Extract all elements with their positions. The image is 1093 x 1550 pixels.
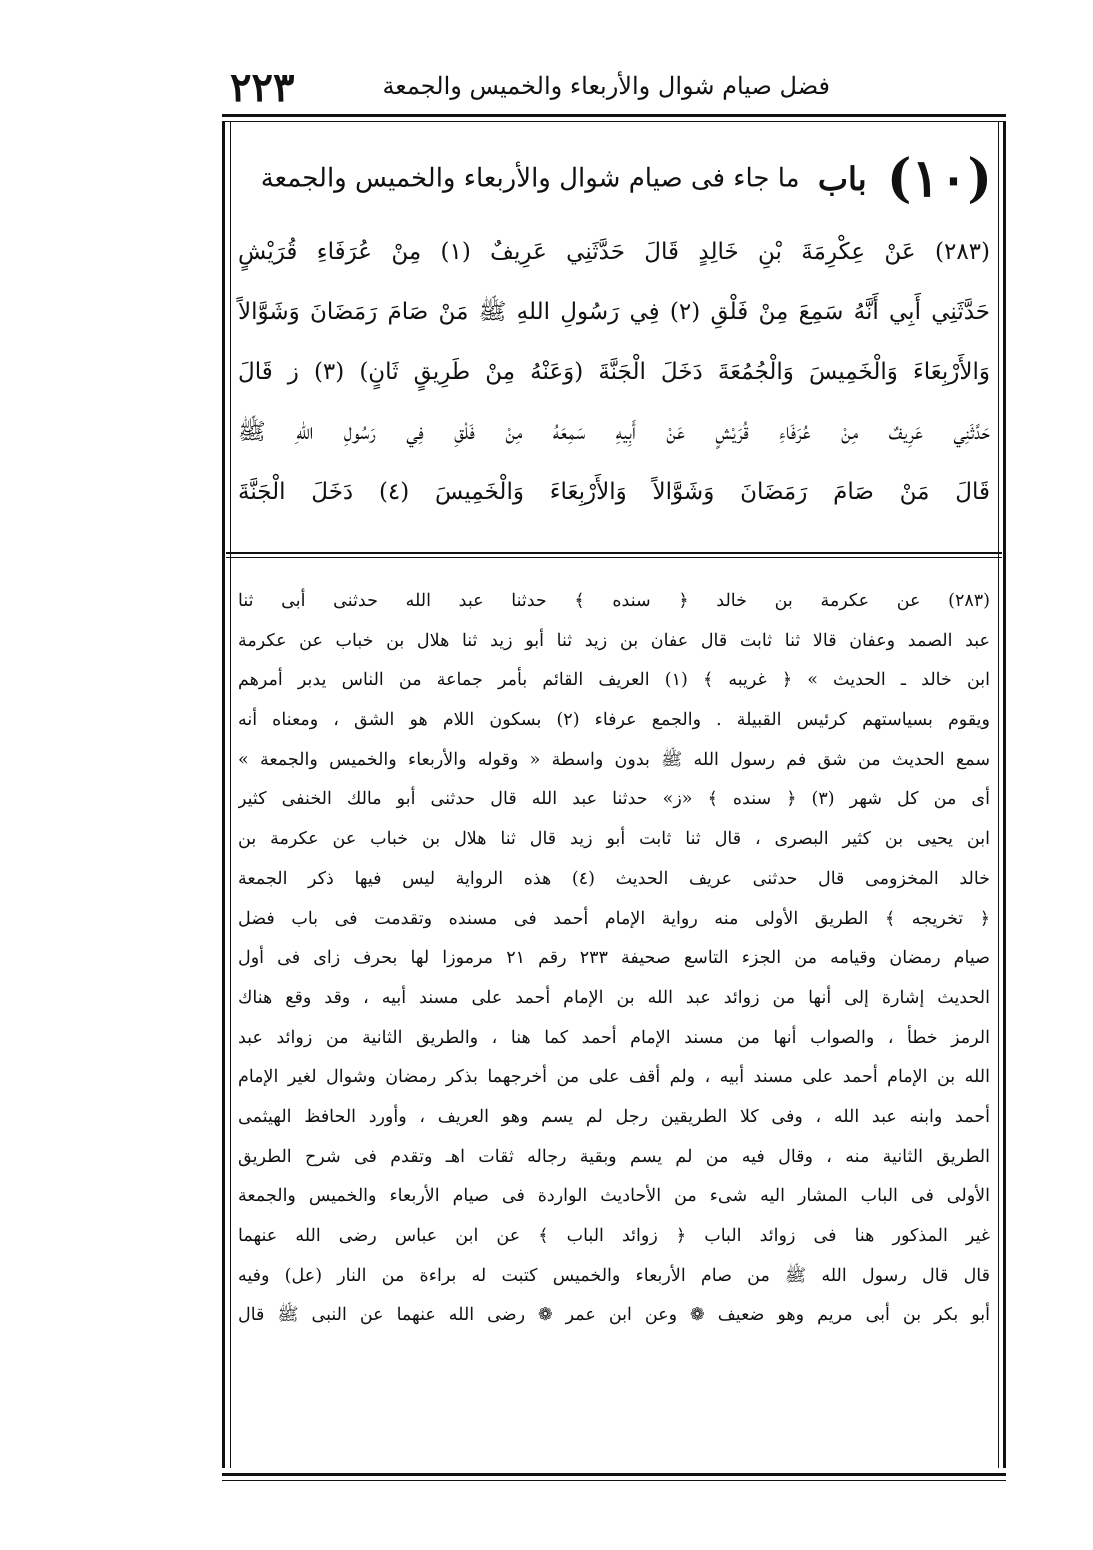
page-header	[230, 64, 830, 114]
chapter-heading	[236, 148, 992, 209]
commentary-line: صيام رمضان وقيامه من الجزء التاسع صحيفة ٢٣٣ رقم ٢١ مرموزا لها بحرف زاى فى أول	[238, 948, 990, 969]
frame-bottom-rule	[222, 1473, 1006, 1476]
commentary-line: الأولى فى الباب المشار اليه شىء من الأحاديث الواردة فى صيام الأربعاء والخميس والجمعة	[238, 1186, 990, 1207]
commentary-line: ابن خالد ـ الحديث » ﴿ غريبه ﴾ (١) العريف القائم بأمر جماعة من الناس يدبر أمرهم	[238, 670, 990, 691]
hadith-line: حَدَّثَنِي أَبِي أَنَّهُ سَمِعَ مِنْ فَلْقِ (٢) فِي رَسُولِ اللهِ ﷺ مَنْ صَامَ رَمَضَانَ وَشَوَّالاً	[238, 299, 991, 325]
commentary-line: عبد الصمد وعفان قالا ثنا ثابت قال عفان بن زيد ثنا أبو زيد ثنا هلال بن خباب عن عكرمة	[238, 630, 990, 651]
hadith-line: وَالأَرْبِعَاءَ وَالْخَمِيسَ وَالْجُمُعَةَ دَخَلَ الْجَنَّةَ (وَعَنْهُ مِنْ طَرِيقٍ ثَانٍ) (٣) ز قَالَ	[238, 359, 990, 385]
chapter-title: ما جاء فى صيام شوال والأربعاء والخميس والجمعة	[260, 163, 800, 194]
chapter-word: باب	[817, 159, 867, 198]
commentary-line: قال قال رسول الله ﷺ من صام الأربعاء والخميس كتبت له براءة من النار (عل) وفيه	[238, 1265, 990, 1286]
hadith-text	[238, 222, 990, 522]
commentary-line: الله بن الإمام أحمد على مسند أبيه ، ولم أقف على من أخرجهما بذكر رمضان وشوال لغير الإمام	[238, 1067, 990, 1088]
commentary-line: ﴿ تخريجه ﴾ الطريق الأولى منه رواية الإمام أحمد فى مسنده وتقدمت فى باب فضل	[238, 908, 990, 929]
page-number: ٢٢٣	[230, 64, 295, 111]
chapter-number: (١٠)	[886, 148, 992, 209]
commentary-line: الحديث إشارة إلى أنها من زوائد عبد الله بن الإمام أحمد على مسند أبيه ، وقد وقع هناك	[238, 987, 990, 1008]
page-frame	[222, 114, 1006, 1476]
frame-top-rule	[222, 114, 1006, 117]
hadith-line: حَدَّثَنِي عَرِيفٌ مِنْ عُرَفَاءِ قُرَيْشٍ عَنْ أَبِيهِ سَمِعَهُ مِنْ فَلْقِ فِي رَسُولِ اللهِ ﷺ	[238, 419, 990, 445]
running-title: فضل صيام شوال والأربعاء والخميس والجمعة	[382, 72, 830, 100]
commentary-line: الرمز خطأ ، والصواب أنها من مسند الإمام أحمد كما هنا ، والطريق الثانية من زوائد عبد	[238, 1027, 990, 1048]
frame-right-rule	[1003, 122, 1006, 1468]
commentary-text	[238, 582, 990, 1336]
commentary-line: أى من كل شهر (٣) ﴿ سنده ﴾ «ز» حدثنا عبد الله قال حدثنى أبو مالك الخنفى كثير	[238, 789, 990, 810]
commentary-line: أحمد وابنه عبد الله ، وفى كلا الطريقين رجل لم يسم وهو العريف ، وأورد الحافظ الهيثمى	[238, 1106, 990, 1127]
frame-left-rule	[222, 122, 225, 1468]
section-divider	[226, 552, 1002, 554]
commentary-line: الطريق الثانية منه ، وقال فيه من لم يسم وبقية رجاله ثقات اهـ وتقدم فى شرح الطريق	[238, 1146, 990, 1167]
commentary-line: غير المذكور هنا فى زوائد الباب ﴿ زوائد الباب ﴾ عن ابن عباس رضى الله عنهما	[238, 1226, 990, 1246]
commentary-line: (٢٨٣) عن عكرمة بن خالد ﴿ سنده ﴾ حدثنا عبد الله حدثنى أبى ثنا	[238, 591, 990, 611]
commentary-line: خالد المخزومى قال حدثنى عريف الحديث (٤) هذه الرواية ليس فيها ذكر الجمعة	[238, 868, 990, 889]
hadith-line: قَالَ مَنْ صَامَ رَمَضَانَ وَشَوَّالاً وَالأَرْبِعَاءَ وَالْخَمِيسَ (٤) دَخَلَ الْجَنَّةَ	[238, 479, 990, 505]
commentary-line: أبو بكر بن أبى مريم وهو ضعيف ❁ وعن ابن عمر ❁ رضى الله عنهما عن النبى ﷺ قال	[238, 1305, 990, 1326]
hadith-line: (٢٨٣) عَنْ عِكْرِمَةَ بْنِ خَالِدٍ قَالَ حَدَّثَنِي عَرِيفٌ (١) مِنْ عُرَفَاءِ قُرَيْشٍ	[238, 239, 991, 265]
commentary-line: ويقوم بسياستهم كرئيس القبيلة . والجمع عرفاء (٢) بسكون اللام هو الشق ، ومعناه أنه	[238, 710, 990, 731]
commentary-line: سمع الحديث من شق فم رسول الله ﷺ بدون واسطة « وقوله والأربعاء والخميس والجمعة »	[238, 749, 990, 770]
commentary-line: ابن يحيى بن كثير البصرى ، قال ثنا ثابت أبو زيد قال ثنا هلال بن خباب عن عكرمة بن	[238, 829, 990, 850]
